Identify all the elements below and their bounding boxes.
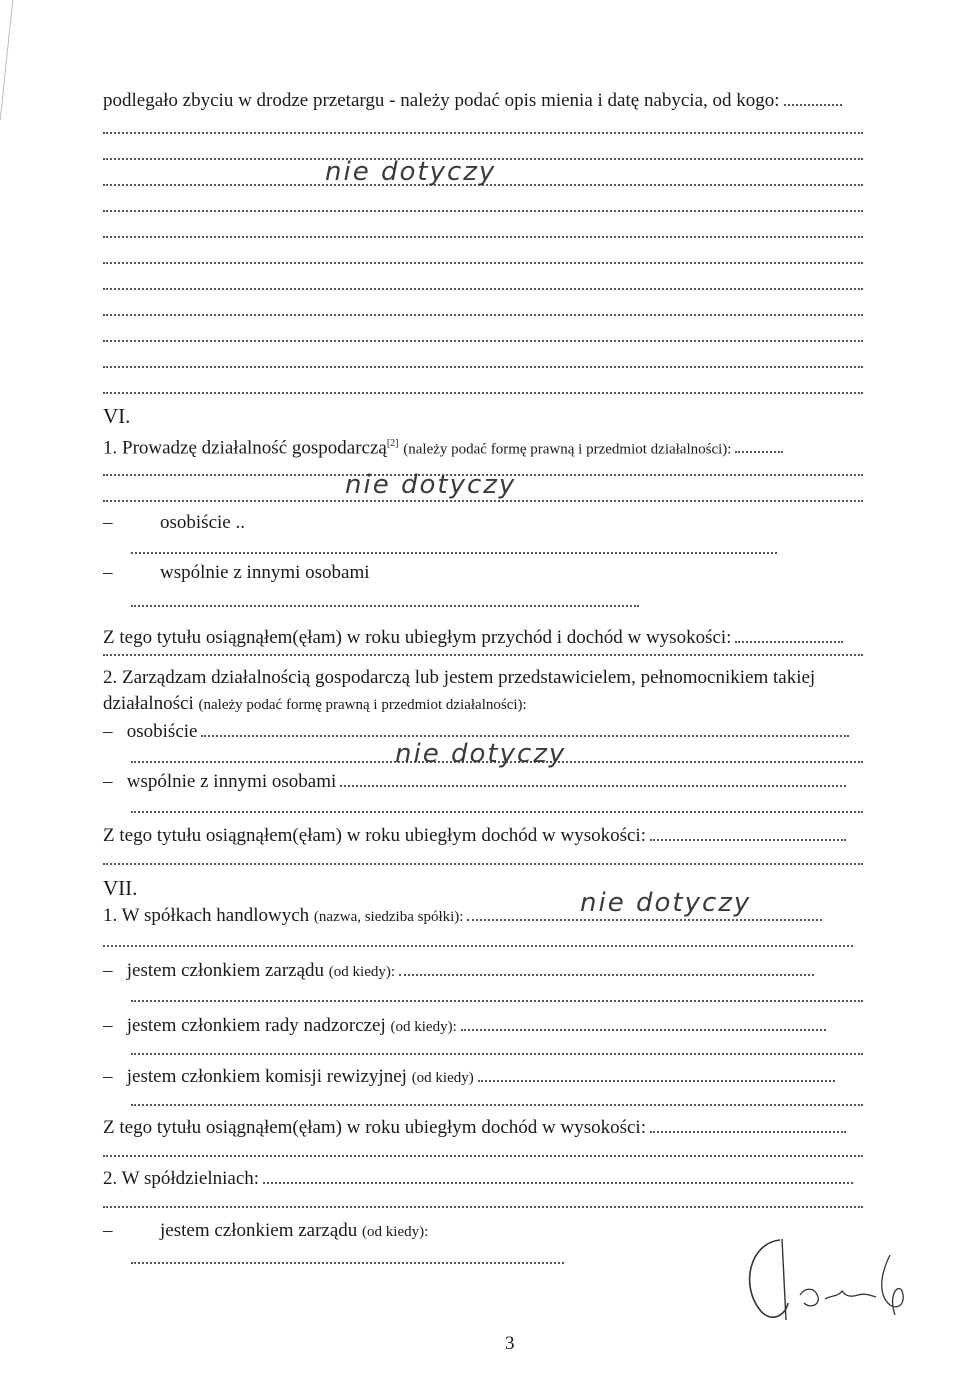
- section-vii-item1: 1. W spółkach handlowych (nazwa, siedziba spółki):: [103, 905, 822, 928]
- section-vii-heading: VII.: [103, 876, 138, 900]
- dotted-line: [131, 1000, 863, 1002]
- handwritten-note: nie dotyczy: [395, 739, 567, 769]
- board-member2-row: –: [103, 1220, 113, 1241]
- handwritten-note: nie dotyczy: [580, 888, 752, 918]
- section-vii-item2: 2. W spółdzielniach:: [103, 1168, 853, 1190]
- signature: [730, 1225, 930, 1335]
- dotted-line: [103, 262, 863, 264]
- supervisory-row: – jestem członkiem rady nadzorczej (od kiedy):: [103, 1015, 826, 1038]
- dotted-line: [103, 1155, 863, 1157]
- dotted-line: [103, 236, 863, 238]
- intro-text: podlegało zbyciu w drodze przetargu - należy podać opis mienia i datę nabycia, od kogo:: [103, 90, 780, 111]
- dotted-line: [103, 1206, 863, 1208]
- dotted-line: [103, 654, 863, 656]
- dotted-line: [103, 863, 863, 865]
- dotted-line: [103, 340, 863, 342]
- board-member2-label: jestem członkiem zarządu (od kiedy):: [160, 1220, 429, 1241]
- section-vi-item1: 1. Prowadzę działalność gospodarczą[2] (należy podać formę prawną i przedmiot działalności):: [103, 433, 783, 460]
- dotted-line: [131, 1262, 564, 1264]
- dotted-line: [131, 1104, 863, 1106]
- board-member-row: – jestem członkiem zarządu (od kiedy):: [103, 960, 814, 983]
- dotted-line: [103, 366, 863, 368]
- jointly-label: wspólnie z innymi osobami: [160, 562, 370, 583]
- jointly2-row: – wspólnie z innymi osobami: [103, 771, 846, 793]
- dotted-line: [131, 605, 639, 607]
- personally-label: osobiście ..: [160, 512, 245, 533]
- dotted-line: [103, 500, 863, 502]
- income-2: Z tego tytułu osiągnąłem(ęłam) w roku ubiegłym dochód w wysokości:: [103, 825, 846, 847]
- dotted-line: [103, 132, 863, 134]
- dotted-line: [103, 945, 853, 947]
- page-number: 3: [505, 1333, 515, 1354]
- section-vi-item2: 2. Zarządzam działalnością gospodarczą lub jestem przedstawicielem, pełnomocnikiem takiej: [103, 667, 816, 688]
- page-edge-shadow: [0, 0, 13, 120]
- personally-row: –: [103, 512, 113, 533]
- dotted-line: [103, 392, 863, 394]
- dotted-line: [103, 288, 863, 290]
- handwritten-note: nie dotyczy: [345, 470, 517, 500]
- section-vi-item2-cont: działalności (należy podać formę prawną i przedmiot działalności):: [103, 693, 527, 714]
- personally2-row: – osobiście: [103, 721, 849, 743]
- handwritten-note: nie dotyczy: [325, 157, 497, 187]
- dotted-line: [103, 314, 863, 316]
- dotted-line: [131, 1053, 863, 1055]
- income-1: Z tego tytułu osiągnąłem(ęłam) w roku ubiegłym przychód i dochód w wysokości:: [103, 627, 843, 649]
- dotted-line: [131, 552, 777, 554]
- audit-row: – jestem członkiem komisji rewizyjnej (od kiedy): [103, 1066, 835, 1089]
- jointly-row: –: [103, 562, 113, 583]
- section-vi-heading: VI.: [103, 404, 131, 428]
- income-3: Z tego tytułu osiągnąłem(ęłam) w roku ubiegłym dochód w wysokości:: [103, 1117, 846, 1139]
- dotted-line: [131, 811, 863, 813]
- dotted-line: [103, 210, 863, 212]
- intro-line: [103, 90, 842, 112]
